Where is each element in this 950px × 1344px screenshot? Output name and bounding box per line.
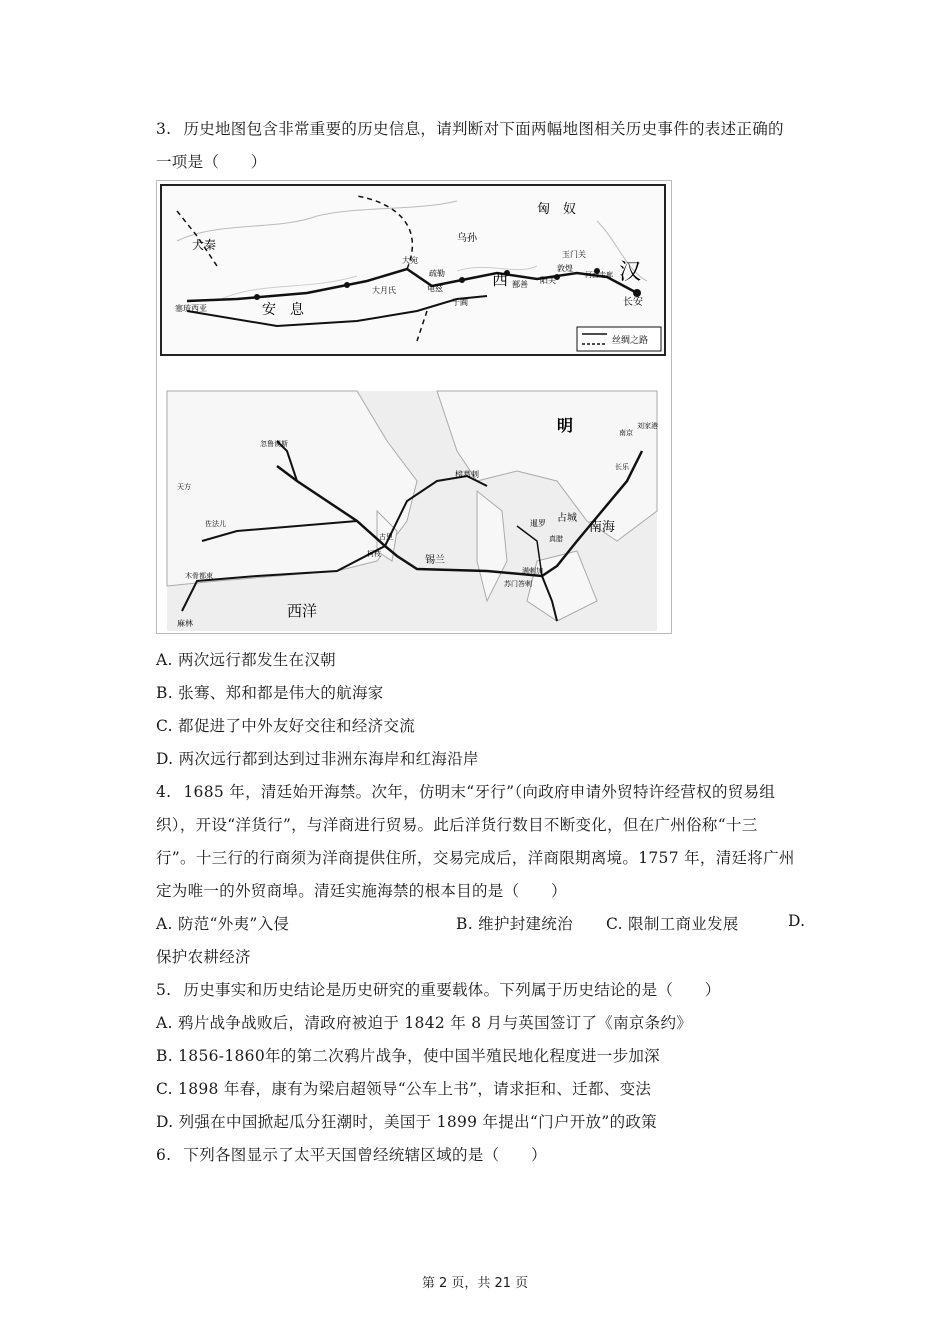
map1-legend-label: 丝绸之路 — [612, 336, 649, 346]
map1-city-yutian: 于阗 — [452, 298, 468, 307]
q6-number: 6. — [156, 1146, 172, 1164]
map2-region-nanhai: 南海 — [589, 520, 616, 535]
page-footer: 第 2 页，共 21 页 — [421, 1276, 529, 1291]
map2-place-kezhi: 柯枝 — [367, 550, 381, 558]
map2-place-liujiagang: 刘家港 — [637, 422, 658, 430]
q6-stem: 6. 下列各图显示了太平天国曾经统辖区域的是（ ） — [156, 1146, 547, 1164]
map1-city-shanshan: 鄯善 — [512, 280, 528, 289]
map1-city-dawan: 大宛 — [402, 256, 418, 265]
map2-place-mugudushu: 木骨都束 — [185, 572, 213, 580]
map1-legend — [577, 327, 661, 351]
q5-option-c[interactable]: C. 1898 年春，康有为梁启超领导“公车上书”，请求拒和、迁都、变法 — [156, 1080, 652, 1098]
map2-region-ming: 明 — [557, 416, 574, 435]
q4-option-d[interactable]: D. — [788, 912, 806, 930]
map1-city-changan: 长安 — [623, 297, 643, 308]
map2-place-guli: 古里 — [379, 533, 393, 541]
map1-region-daqin: 大秦 — [192, 238, 217, 252]
map1-city-hexi: 河西走廊 — [585, 271, 613, 279]
map2-region-zhancheng: 占城 — [557, 513, 577, 524]
map1-region-han: 汉 — [619, 260, 642, 285]
q4-option-a[interactable]: A. 防范“外夷”入侵 — [156, 915, 290, 933]
map1-region-xi: 西 — [492, 270, 509, 289]
q4-option-c[interactable]: C. 限制工商业发展 — [606, 915, 739, 933]
map2-place-tianfang: 天方 — [177, 483, 191, 491]
map1-region-anxi: 安 息 — [262, 302, 304, 318]
silk-road-map — [156, 180, 672, 634]
q4-option-d-text[interactable]: 保护农耕经济 — [156, 948, 251, 966]
q3-stem-line1: 3. 历史地图包含非常重要的历史信息，请判断对下面两幅地图相关历史事件的表述正确的 — [156, 120, 784, 138]
map2-place-zhenla: 真腊 — [549, 535, 563, 543]
map1-city-dunhuang: 敦煌 — [557, 264, 573, 273]
q3-option-a[interactable]: A. 两次远行都发生在汉朝 — [156, 651, 336, 669]
q3-option-c[interactable]: C. 都促进了中外友好交往和经济交流 — [156, 717, 416, 735]
map1-city-wusun: 乌孙 — [457, 233, 477, 244]
map2-region-xiyang: 西洋 — [287, 602, 318, 620]
map2-place-changle: 长乐 — [615, 463, 629, 471]
map1-city-qiuci: 龟兹 — [427, 284, 443, 293]
map2-place-xilan: 锡兰 — [425, 555, 445, 566]
q5-stem: 5. 历史事实和历史结论是历史研究的重要载体。下列属于历史结论的是（ ） — [156, 981, 721, 999]
map1-city-shule: 疏勒 — [429, 269, 445, 278]
q5-number: 5. — [156, 981, 172, 999]
map2-place-zuofaer: 佐法儿 — [205, 520, 226, 528]
q4-stem-line1: 4. 1685 年，清廷始开海禁。次年，仿明末“牙行”（向政府申请外贸特许经营权的贸易组 — [156, 783, 776, 801]
map2-place-hulumosi: 忽鲁谟斯 — [260, 440, 288, 448]
map1-city-dayuezhi: 大月氏 — [372, 286, 396, 295]
q5-option-a[interactable]: A. 鸦片战争战败后，清政府被迫于 1842 年 8 月与英国签订了《南京条约》 — [156, 1014, 693, 1032]
q4-stem-line4: 定为唯一的外贸商埠。清廷实施海禁的根本目的是（ ） — [156, 882, 567, 900]
map2-place-nanjing: 南京 — [619, 429, 633, 437]
map1-city-yangguan: 阳关 — [540, 276, 556, 285]
q4-stem-line2: 织），开设“洋货行”，与洋商进行贸易。此后洋货行数目不断变化，但在广州俗称“十三 — [156, 816, 758, 834]
map1-city-yumenguan: 玉门关 — [562, 250, 586, 259]
q3-number: 3. — [156, 120, 172, 138]
map2-place-sumen: 苏门答剌 — [504, 580, 532, 588]
q3-option-d[interactable]: D. 两次远行都到达到过非洲东海岸和红海沿岸 — [156, 750, 479, 768]
map2-place-xianluo: 暹罗 — [530, 519, 546, 528]
q4-option-b[interactable]: B. 维护封建统治 — [456, 915, 573, 933]
map2-place-malindi: 麻林 — [177, 619, 193, 628]
q4-stem-line3: 行”。十三行的行商须为洋商提供住所，交易完成后，洋商限期离境。1757 年，清廷将广州 — [156, 849, 795, 867]
map1-city-seleucia: 塞琉西亚 — [175, 304, 207, 313]
q3-option-b[interactable]: B. 张骞、郑和都是伟大的航海家 — [156, 684, 384, 702]
map2-place-bangla: 榜葛剌 — [455, 470, 479, 479]
q4-number: 4. — [156, 783, 172, 801]
map1-region-xiongnu: 匈 奴 — [537, 202, 577, 217]
map2-place-manlajia: 满剌加 — [522, 567, 543, 575]
q5-option-d[interactable]: D. 列强在中国掀起瓜分狂潮时，美国于 1899 年提出“门户开放”的政策 — [156, 1113, 657, 1131]
q5-option-b[interactable]: B. 1856-1860年的第二次鸦片战争，使中国半殖民地化程度进一步加深 — [156, 1047, 660, 1065]
q3-stem-line2: 一项是（ ） — [156, 153, 267, 171]
